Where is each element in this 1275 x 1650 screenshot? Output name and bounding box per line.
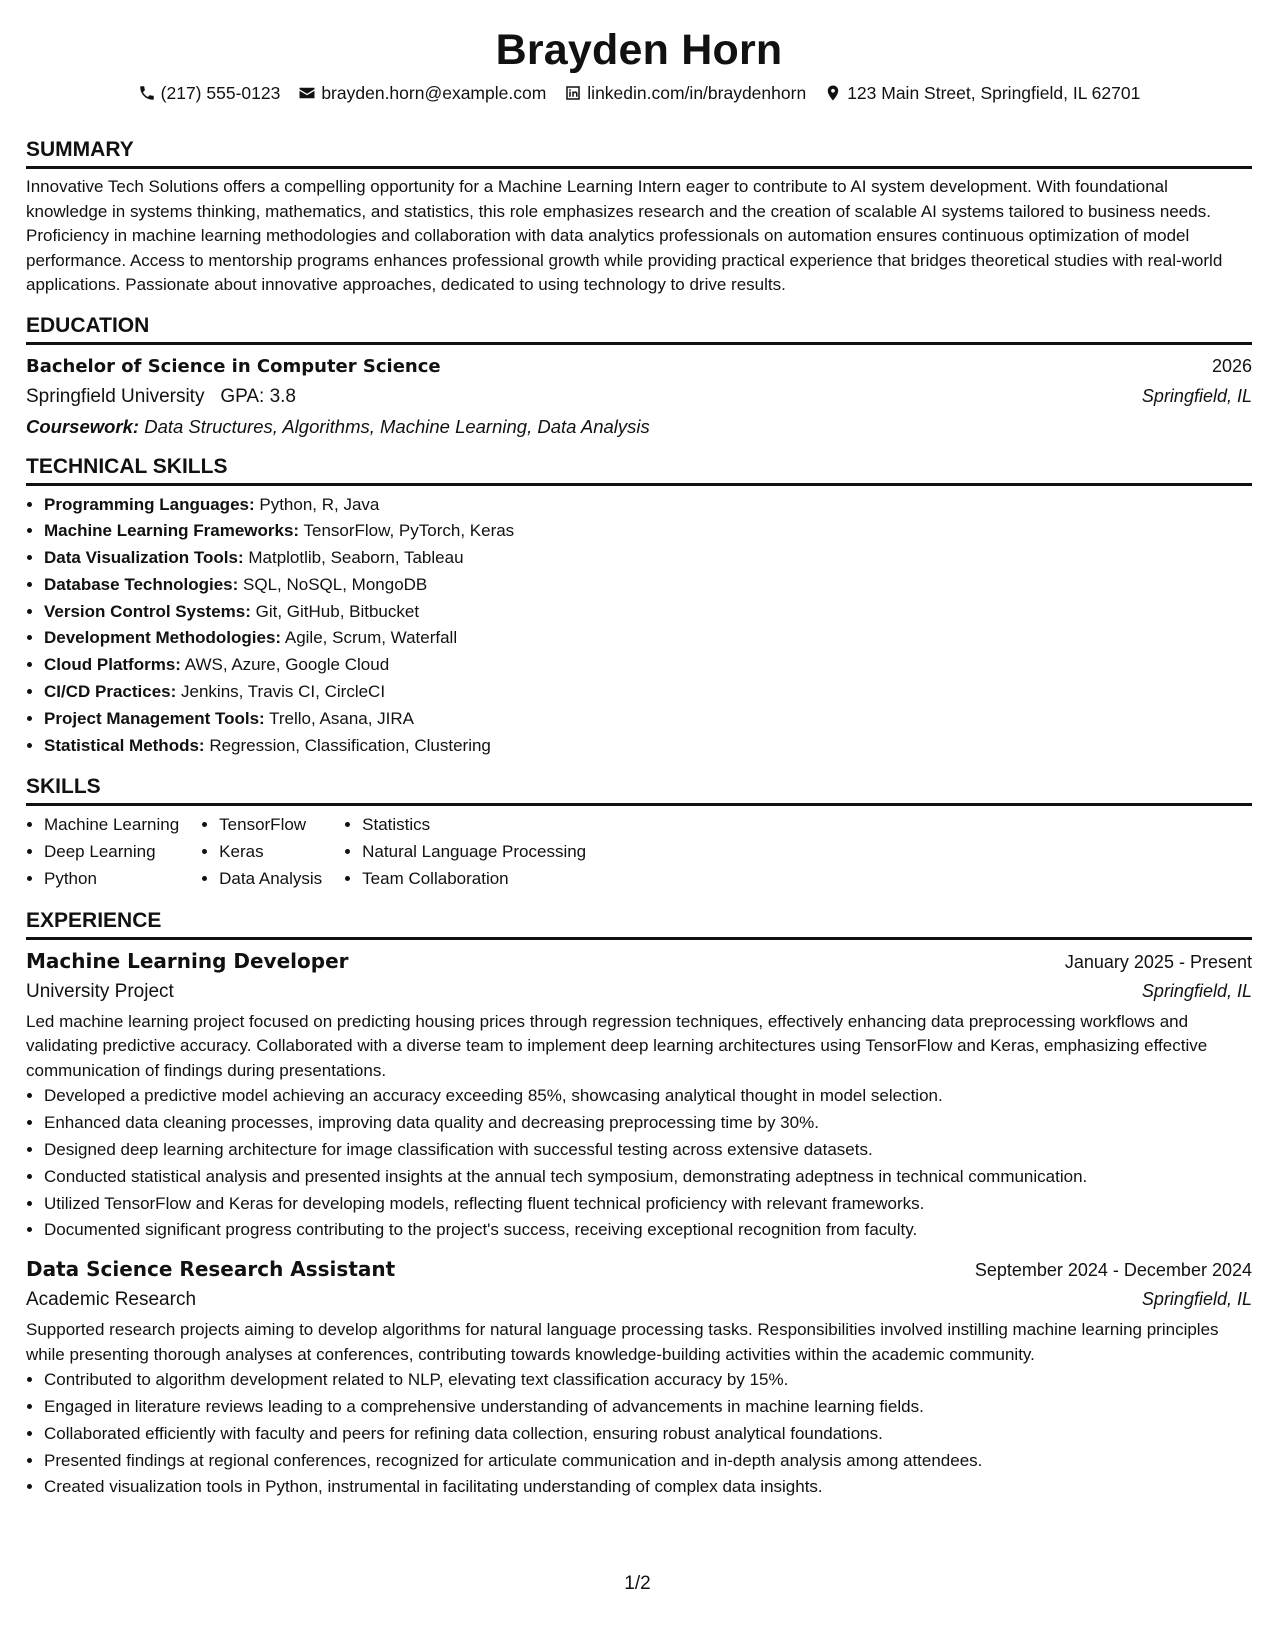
technical-skill-item: [44, 706, 1252, 733]
skills-column: [201, 812, 322, 892]
email-text[interactable]: brayden.horn@example.com: [321, 82, 547, 103]
skills-heading: SKILLS: [26, 775, 101, 799]
skills-column: [26, 812, 179, 892]
skill-category-values: Matplotlib, Seaborn, Tableau: [243, 548, 464, 568]
job-dates: September 2024 - December 2024: [974, 1260, 1252, 1281]
job-bullet: • Utilized TensorFlow and Keras for developing models, reflecting fluent technical proficiency with relevant frameworks.: [44, 1191, 1252, 1218]
experience-heading: EXPERIENCE: [26, 908, 162, 932]
job-bullet: • Enhanced data cleaning processes, improving data quality and decreasing preprocessing time by 30%.: [44, 1110, 1252, 1137]
skill-category-values: AWS, Azure, Google Cloud: [180, 655, 390, 675]
skill-category-label: Statistical Methods:: [44, 735, 205, 755]
technical-skill-item: [44, 679, 1252, 706]
skill-category-label: Development Methodologies:: [44, 628, 282, 648]
job-title-row: [26, 1254, 1252, 1284]
address-text: 123 Main Street, Springfield, IL 62701: [847, 82, 1141, 103]
graduation-year: 2026: [1211, 355, 1252, 376]
contact-email[interactable]: [298, 83, 546, 104]
phone-icon: [138, 84, 156, 102]
job-org-row: [26, 1284, 1252, 1314]
skill-category-values: SQL, NoSQL, MongoDB: [238, 574, 428, 594]
education-heading: EDUCATION: [26, 313, 150, 337]
section-divider: [26, 937, 1252, 940]
school-location: Springfield, IL: [1141, 385, 1252, 406]
skill-category-label: Database Technologies:: [44, 574, 239, 594]
contact-linkedin[interactable]: [564, 83, 806, 104]
education-row-degree: [26, 351, 1252, 381]
technical-skill-item: [44, 599, 1252, 626]
job-title: Data Science Research Assistant: [26, 1257, 396, 1282]
education-row-school: [26, 381, 1252, 411]
technical-skill-item: [44, 733, 1252, 760]
coursework: [26, 411, 1252, 443]
map-pin-icon: [824, 84, 842, 102]
skill-item: • Python: [44, 866, 179, 893]
section-divider: [26, 166, 1252, 169]
skill-item: • Natural Language Processing: [362, 839, 586, 866]
skill-category-label: Data Visualization Tools:: [44, 548, 244, 568]
skill-item: • Machine Learning: [44, 812, 179, 839]
job-description: Led machine learning project focused on predicting housing prices through regression techniques, effectively enhancing data preprocessing workflows and validating predictive accuracy. Collaborated with a diverse team to implement deep learning architectures using TensorFlow and Keras, emphasizing effective communication of findings during presentations.: [26, 1011, 1208, 1080]
technical-skill-item: [44, 545, 1252, 572]
skill-category-values: TensorFlow, PyTorch, Keras: [299, 521, 515, 541]
contact-address: [824, 83, 1140, 104]
job-bullet: • Presented findings at regional conferences, recognized for articulate communication and in-depth analysis among attendees.: [44, 1448, 1252, 1475]
job-bullet: • Designed deep learning architecture for image classification with successful testing across extensive datasets.: [44, 1137, 1252, 1164]
page-number: 1/2: [624, 1573, 651, 1594]
technical-skill-item: [44, 518, 1252, 545]
skills-column: [344, 812, 586, 892]
job-bullet: • Documented significant progress contributing to the project's success, receiving exceptional recognition from faculty.: [44, 1217, 1252, 1244]
section-divider: [26, 483, 1252, 486]
job-title-row: [26, 946, 1252, 976]
resume-page: [26, 0, 1252, 1501]
technical-skills-heading: TECHNICAL SKILLS: [26, 454, 228, 478]
coursework-list: Data Structures, Algorithms, Machine Learning, Data Analysis: [144, 415, 650, 437]
section-divider: [26, 342, 1252, 345]
job-entry: [26, 1254, 1252, 1501]
skill-category-values: Regression, Classification, Clustering: [204, 735, 491, 755]
degree-name: Bachelor of Science in Computer Science: [26, 355, 441, 377]
linkedin-text[interactable]: linkedin.com/in/braydenhorn: [587, 82, 807, 103]
job-bullets: [26, 1083, 1252, 1244]
candidate-name: Brayden Horn: [495, 26, 783, 74]
technical-skills-list: [26, 492, 1252, 760]
skills-grid: [26, 812, 1252, 892]
job-org-row: [26, 976, 1252, 1006]
technical-skill-item: [44, 492, 1252, 519]
school-info: [26, 382, 296, 412]
skill-category-label: Cloud Platforms:: [44, 655, 181, 675]
skill-category-label: Machine Learning Frameworks:: [44, 521, 300, 541]
job-bullet: • Conducted statistical analysis and presented insights at the annual tech symposium, demonstrating adeptness in technical communication.: [44, 1164, 1252, 1191]
job-bullet: • Engaged in literature reviews leading to a comprehensive understanding of advancements in machine learning fields.: [44, 1394, 1252, 1421]
skill-category-values: Agile, Scrum, Waterfall: [281, 628, 458, 648]
skill-category-label: Programming Languages:: [44, 494, 255, 514]
skill-item: • Keras: [219, 839, 322, 866]
contact-bar: [26, 80, 1252, 106]
skill-item: • Team Collaboration: [362, 866, 586, 893]
skill-item: • Statistics: [362, 812, 586, 839]
skill-category-label: Version Control Systems:: [44, 601, 251, 621]
job-description: Supported research projects aiming to develop algorithms for natural language processing tasks. Responsibilities involved instilling machine learning principles while presenting thorough analyses at conferences, contributing towards knowledge-building activities within the academic community.: [26, 1320, 1219, 1364]
skill-category-values: Python, R, Java: [254, 494, 380, 514]
contact-phone: [138, 83, 281, 104]
envelope-icon: [298, 84, 316, 102]
linkedin-icon: [564, 84, 582, 102]
technical-skill-item: [44, 625, 1252, 652]
job-bullet: • Collaborated efficiently with faculty and peers for refining data collection, ensuring robust analytical foundations.: [44, 1421, 1252, 1448]
job-bullet: • Developed a predictive model achieving an accuracy exceeding 85%, showcasing analytical thought in model selection.: [44, 1083, 1252, 1110]
job-bullet: • Created visualization tools in Python, instrumental in facilitating understanding of complex data insights.: [44, 1474, 1252, 1501]
coursework-label: Coursework:: [26, 415, 140, 437]
skill-item: • TensorFlow: [219, 812, 322, 839]
job-bullet: • Contributed to algorithm development related to NLP, elevating text classification accuracy by 15%.: [44, 1367, 1252, 1394]
job-location: Springfield, IL: [1141, 980, 1252, 1001]
experience-list: [26, 946, 1252, 1501]
skill-category-label: CI/CD Practices:: [44, 682, 177, 702]
technical-skill-item: [44, 572, 1252, 599]
summary-heading: SUMMARY: [26, 138, 134, 161]
skill-category-label: Project Management Tools:: [44, 708, 265, 728]
technical-skill-item: [44, 652, 1252, 679]
school-name: Springfield University: [26, 385, 205, 407]
skill-category-values: Git, GitHub, Bitbucket: [250, 601, 420, 621]
job-bullets: [26, 1367, 1252, 1501]
job-location: Springfield, IL: [1141, 1289, 1252, 1310]
section-divider: [26, 803, 1252, 806]
summary-text: Innovative Tech Solutions offers a compelling opportunity for a Machine Learning Intern eager to contribute to AI system development. With foundational knowledge in systems thinking, mathematics, and statistics, this role emphasizes research and the creation of scalable AI systems tailored to business needs. Proficiency in machine learning methodologies and collaboration with data analytics professionals on automation ensures continuous optimization of model performance. Access to mentorship programs enhances professional growth while providing practical experience that bridges theoretical studies with real-world applications. Passionate about innovative approaches, dedicated to using technology to drive results.: [26, 177, 1223, 294]
skill-category-values: Jenkins, Travis CI, CircleCI: [176, 682, 386, 702]
gpa: GPA: 3.8: [220, 385, 296, 407]
skill-category-values: Trello, Asana, JIRA: [264, 708, 415, 728]
job-entry: [26, 946, 1252, 1244]
skill-item: • Deep Learning: [44, 839, 179, 866]
job-dates: January 2025 - Present: [1064, 951, 1252, 972]
phone-text: (217) 555-0123: [160, 82, 281, 103]
skill-item: • Data Analysis: [219, 866, 322, 893]
job-organization: University Project: [26, 980, 174, 1002]
job-title: Machine Learning Developer: [26, 948, 349, 973]
job-organization: Academic Research: [26, 1289, 197, 1311]
